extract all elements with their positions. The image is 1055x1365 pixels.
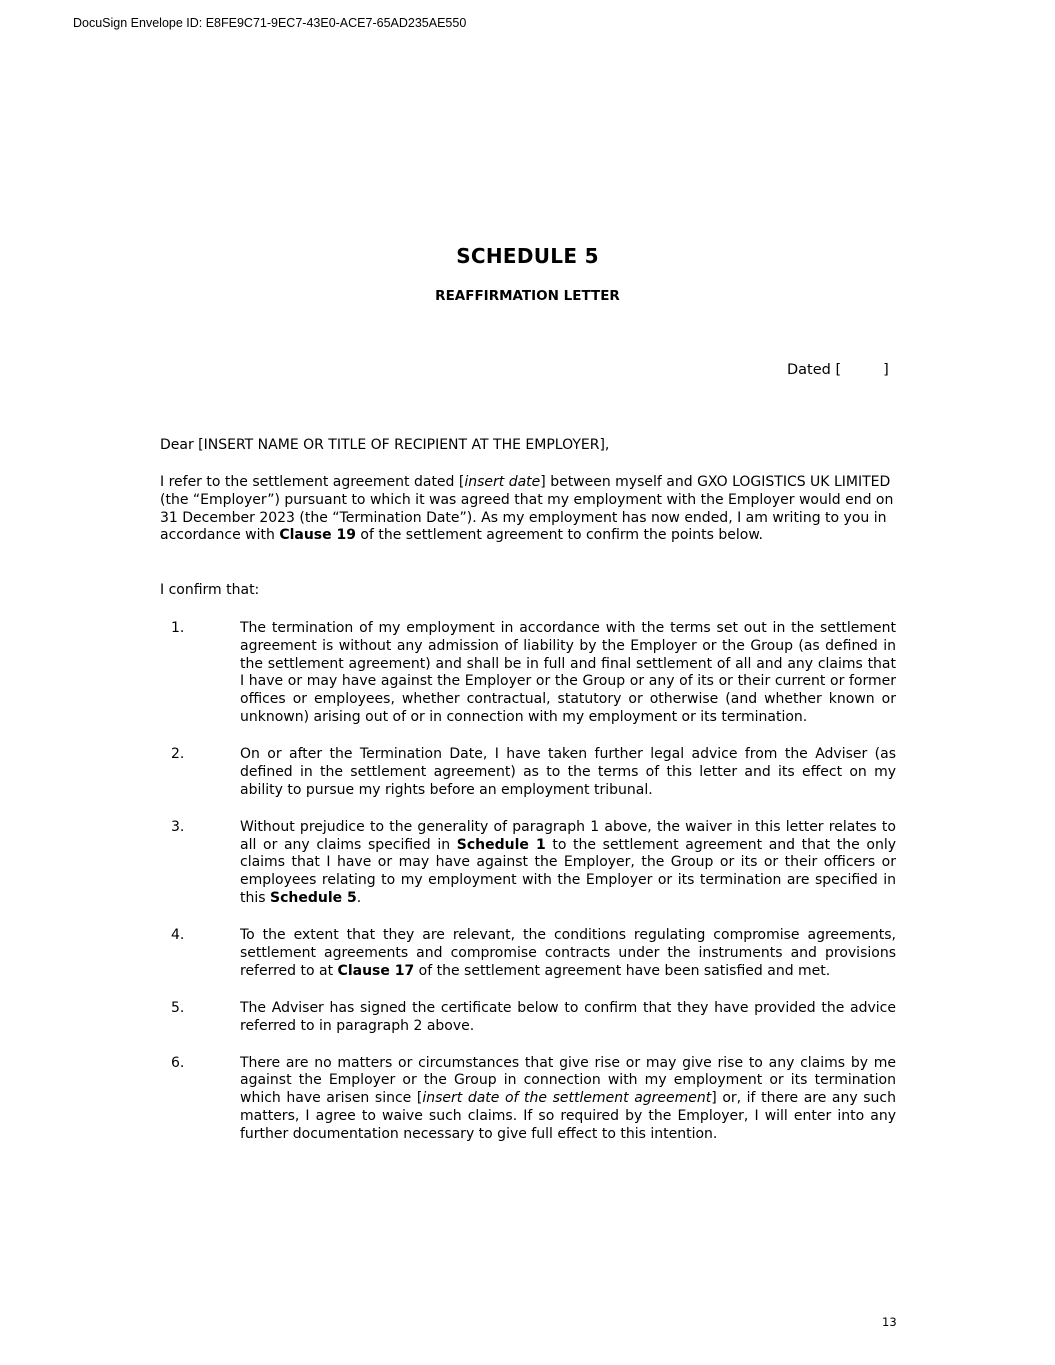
schedule-reference: Schedule 1 bbox=[456, 836, 546, 853]
dated-prefix: Dated [ bbox=[787, 362, 842, 378]
intro-text-3: of the settlement agreement to confirm the points below. bbox=[355, 527, 763, 544]
intro-text-2: ] between myself and GXO LOGISTICS UK LIMITED (the “Employer”) pursuant to which it was agreed that my employment with the Employer would end on 31 December 2023 (the “Termination Date”). As my employment has now ended, I am writing to you in accordance with bbox=[160, 474, 894, 544]
list-number: 6. bbox=[171, 1054, 185, 1071]
dated-suffix: ] bbox=[883, 362, 889, 378]
envelope-id: DocuSign Envelope ID: E8FE9C71-9EC7-43E0-ACE7-65AD235AE550 bbox=[73, 16, 467, 30]
list-text: On or after the Termination Date, I have taken further legal advice from the Adviser (as defined in the settlement agreement) as to the terms of this letter and its effect on my ability to pursue my rights before an employment tribunal. bbox=[240, 746, 896, 798]
page-number: 13 bbox=[882, 1315, 897, 1329]
page-title: SCHEDULE 5 bbox=[456, 244, 599, 268]
text-segment: There are no matters or circumstances that give rise or may give rise to any claims by me against the Employer or the Group in connection with my employment or its termination which have arisen since [ bbox=[240, 1054, 896, 1107]
dated-line bbox=[787, 362, 889, 378]
list-number: 1. bbox=[171, 620, 185, 636]
list-item-6 bbox=[160, 1055, 896, 1144]
text-segment: of the settlement agreement have been satisfied and met. bbox=[414, 962, 831, 979]
list-text: The Adviser has signed the certificate below to confirm that they have provided the advice referred to in paragraph 2 above. bbox=[240, 999, 896, 1034]
text-segment: ] or, if there are any such matters, I agree to waive such claims. If so required by the Employer, I will enter into any further documentation necessary to give full effect to this intention. bbox=[240, 1090, 896, 1142]
list-item-2 bbox=[160, 746, 896, 799]
schedule-reference: Schedule 5 bbox=[270, 889, 357, 906]
insert-date-placeholder: insert date of the settlement agreement bbox=[422, 1090, 712, 1107]
list-text: The termination of my employment in accordance with the terms set out in the settlement agreement is without any admission of liability by the Employer or the Group (as defined in the settlement agreement) and shall be in full and final settlement of all and any claims that I have or may have against the Employer or the Group or any of its or their current or former offices or employees, whether contractual, statutory or otherwise (and whether known or unknown) arising out of or in connection with my employment or its termination. bbox=[240, 620, 896, 725]
list-number: 2. bbox=[171, 746, 185, 763]
list-number: 3. bbox=[171, 818, 185, 835]
clause-reference: Clause 17 bbox=[337, 962, 415, 979]
list-item-4 bbox=[160, 927, 896, 980]
text-segment: To the extent that they are relevant, the conditions regulating compromise agreements, settlement agreements and compromise contracts under the instruments and provisions referred to at bbox=[240, 927, 896, 979]
intro-text-1: I refer to the settlement agreement dated [ bbox=[160, 474, 465, 490]
list-text bbox=[240, 819, 896, 908]
clause-reference: Clause 19 bbox=[279, 527, 356, 544]
letter-title: REAFFIRMATION LETTER bbox=[435, 288, 620, 304]
list-text bbox=[240, 1055, 896, 1144]
intro-paragraph bbox=[160, 474, 895, 545]
insert-date-placeholder: insert date bbox=[464, 474, 541, 490]
list-text bbox=[240, 927, 896, 980]
list-item-3 bbox=[160, 819, 896, 908]
list-item-5 bbox=[160, 1000, 896, 1036]
text-segment: to the settlement agreement and that the only claims that I have or may have against the Employer, the Group or its or their officers or employees relating to my employment with the Employer or its termination are specified in this bbox=[240, 836, 896, 906]
list-number: 4. bbox=[171, 927, 185, 944]
text-segment: . bbox=[356, 889, 362, 906]
text-segment: Without prejudice to the generality of paragraph 1 above, the waiver in this letter relates to all or any claims specified in bbox=[240, 818, 896, 853]
salutation: Dear [INSERT NAME OR TITLE OF RECIPIENT AT THE EMPLOYER], bbox=[160, 437, 610, 453]
list-number: 5. bbox=[171, 999, 185, 1016]
list-item-1 bbox=[160, 620, 896, 727]
confirm-line: I confirm that: bbox=[160, 582, 260, 598]
numbered-list bbox=[160, 620, 896, 1163]
